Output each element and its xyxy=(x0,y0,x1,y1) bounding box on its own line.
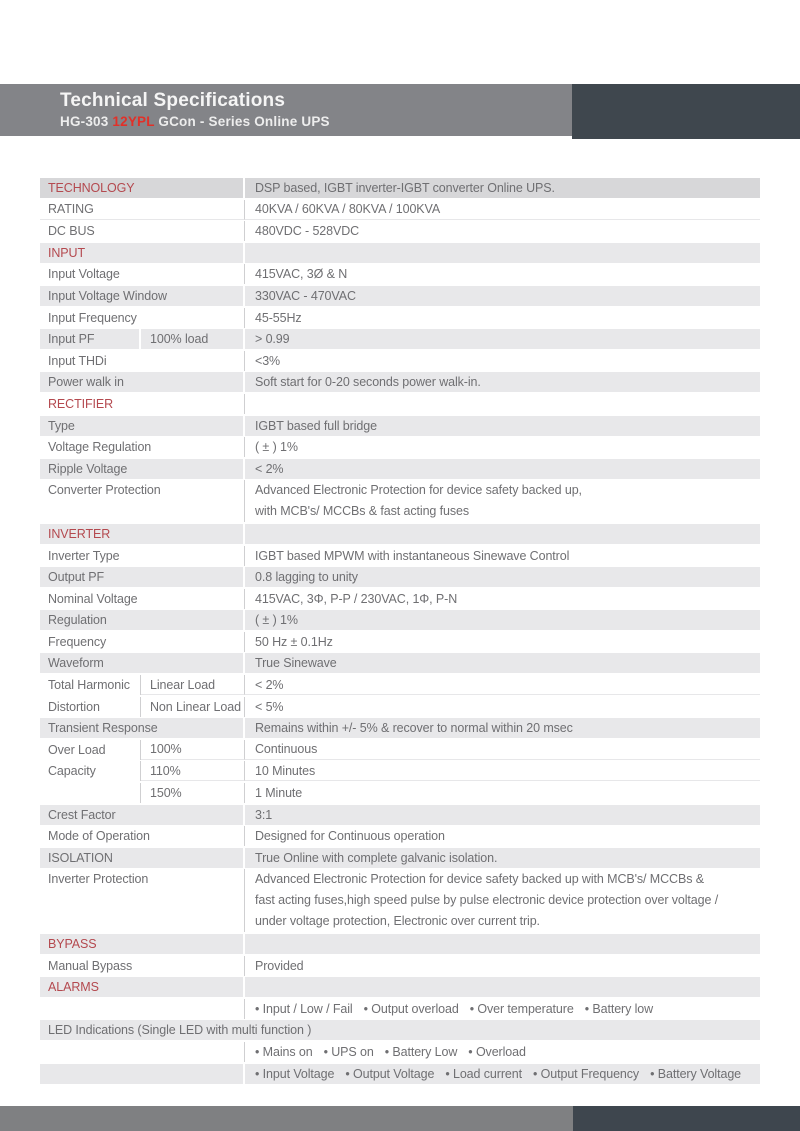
spec-value-cell: 10 Minutes xyxy=(245,761,760,781)
spec-value-cell: < 5% xyxy=(255,699,284,714)
spec-value-cell: 1 Minute xyxy=(255,786,303,801)
spec-row xyxy=(40,761,760,781)
spec-value-cell: 0.8 lagging to unity xyxy=(255,570,358,585)
spec-row xyxy=(40,329,760,349)
spec-value-cell: Continuous xyxy=(245,740,760,760)
spec-value-cell: ( ± ) 1% xyxy=(255,613,298,628)
spec-value-cell xyxy=(245,394,760,414)
bullet-item: • Input / Low / Fail xyxy=(255,1002,353,1016)
spec-value-cell: > 0.99 xyxy=(255,332,290,347)
spec-value-cell xyxy=(245,977,760,997)
spec-row xyxy=(40,372,760,392)
spec-value-cell: 40KVA / 60KVA / 80KVA / 100KVA xyxy=(245,200,760,220)
spec-value-cell: ( ± ) 1% xyxy=(255,440,298,455)
spec-label-cell: Nominal Voltage xyxy=(40,589,245,609)
spec-label-cell xyxy=(40,999,245,1019)
section-row xyxy=(40,178,760,198)
spec-value-cell: 330VAC - 470VAC xyxy=(255,288,356,303)
spec-row xyxy=(40,632,760,652)
spec-row xyxy=(40,286,760,306)
spec-subkey-cell: 150% xyxy=(141,783,245,803)
spec-label-cell: Mode of Operation xyxy=(40,826,245,846)
spec-row xyxy=(40,653,760,673)
spec-row xyxy=(40,546,760,566)
spec-row xyxy=(40,675,760,695)
spec-label-cell: Input PF xyxy=(40,329,141,349)
section-row xyxy=(40,394,760,414)
spec-value-cell: Provided xyxy=(255,958,304,973)
spec-value-cell xyxy=(245,934,760,954)
spec-row xyxy=(40,697,760,717)
spec-value-cell: Designed for Continuous operation xyxy=(255,829,445,844)
spec-table xyxy=(40,178,760,1085)
full-row-label: LED Indications (Single LED with multi function ) xyxy=(48,1023,312,1038)
spec-label-cell: TECHNOLOGY xyxy=(40,178,245,198)
spec-label-cell xyxy=(40,783,141,803)
spec-row xyxy=(40,956,760,976)
spec-value-cell: Remains within +/- 5% & recover to normal within 20 msec xyxy=(255,721,573,736)
spec-row xyxy=(40,351,760,371)
spec-value-cell: True Online with complete galvanic isolation. xyxy=(255,850,498,865)
spec-value-cell xyxy=(245,1042,760,1062)
value-line: Advanced Electronic Protection for device safety backed up with MCB's/ MCCBs & xyxy=(255,872,704,887)
spec-value-cell: 415VAC, 3Φ, P-P / 230VAC, 1Φ, P-N xyxy=(255,591,458,606)
spec-label-cell xyxy=(40,1042,245,1062)
spec-row xyxy=(40,308,760,328)
spec-label-cell: Distortion xyxy=(40,697,141,717)
model-suffix: GCon - Series Online UPS xyxy=(154,114,330,129)
spec-label-cell: Waveform xyxy=(40,653,245,673)
bullet-item: • Overload xyxy=(468,1045,526,1059)
spec-row xyxy=(40,740,760,760)
bullet-item: • Input Voltage xyxy=(255,1067,334,1081)
bullet-item: • Output Voltage xyxy=(345,1067,434,1081)
spec-label-cell: Input Voltage xyxy=(40,264,245,284)
model-prefix: HG-303 xyxy=(60,114,113,129)
spec-row xyxy=(40,459,760,479)
spec-value-cell: 3:1 xyxy=(255,807,273,822)
spec-value-cell xyxy=(245,869,760,932)
spec-row xyxy=(40,783,760,803)
spec-value-cell: < 2% xyxy=(255,461,284,476)
spec-row xyxy=(40,610,760,630)
spec-label-cell: Voltage Regulation xyxy=(40,437,245,457)
spec-row xyxy=(40,869,760,932)
spec-row xyxy=(40,437,760,457)
spec-subkey-cell: Linear Load xyxy=(141,675,245,695)
spec-label-cell xyxy=(40,1064,245,1084)
spec-value-cell xyxy=(245,1064,760,1084)
spec-label-cell: RECTIFIER xyxy=(40,394,245,414)
spec-row xyxy=(40,221,760,241)
value-line: fast acting fuses,high speed pulse by pulse electronic device protection over voltage / xyxy=(255,893,719,908)
section-row xyxy=(40,977,760,997)
spec-row xyxy=(40,589,760,609)
spec-row xyxy=(40,416,760,436)
spec-label-cell: INVERTER xyxy=(40,524,245,544)
bullet-item: • Battery low xyxy=(585,1002,653,1016)
spec-label-cell: Input THDi xyxy=(40,351,245,371)
section-row xyxy=(40,934,760,954)
spec-label-cell: RATING xyxy=(40,200,245,220)
bullet-item: • Output overload xyxy=(364,1002,459,1016)
spec-value-cell xyxy=(245,524,760,544)
spec-row xyxy=(40,264,760,284)
spec-value-cell: 50 Hz ± 0.1Hz xyxy=(255,634,333,649)
spec-label-cell: ISOLATION xyxy=(40,848,245,868)
spec-value-cell: True Sinewave xyxy=(255,656,337,671)
spec-label-cell: Converter Protection xyxy=(40,480,245,522)
spec-value-cell: Soft start for 0-20 seconds power walk-in. xyxy=(255,375,481,390)
spec-row xyxy=(40,480,760,522)
bullet-item: • UPS on xyxy=(324,1045,374,1059)
spec-row xyxy=(40,1042,760,1062)
spec-row xyxy=(40,805,760,825)
spec-row xyxy=(40,848,760,868)
spec-label-cell: DC BUS xyxy=(40,221,245,241)
spec-subkey-cell: 110% xyxy=(141,761,245,781)
section-row xyxy=(40,243,760,263)
bullet-item: • Mains on xyxy=(255,1045,313,1059)
value-line: Advanced Electronic Protection for device safety backed up, xyxy=(255,483,582,498)
spec-value-cell xyxy=(245,999,760,1019)
spec-label-cell: Over Load xyxy=(40,740,141,760)
footer-accent-block xyxy=(573,1106,800,1131)
spec-value-cell: 45-55Hz xyxy=(255,310,302,325)
spec-value-cell: 480VDC - 528VDC xyxy=(255,224,360,239)
spec-value-cell: 415VAC, 3Ø & N xyxy=(255,267,348,282)
spec-label-cell: Total Harmonic xyxy=(40,675,141,695)
bullet-item: • Output Frequency xyxy=(533,1067,639,1081)
spec-value-cell: IGBT based MPWM with instantaneous Sinewave Control xyxy=(255,548,570,563)
spec-value-cell xyxy=(245,480,760,522)
spec-value-cell: <3% xyxy=(255,353,281,368)
spec-label-cell: Power walk in xyxy=(40,372,245,392)
spec-subkey-cell: Non Linear Load xyxy=(141,697,245,717)
spec-subkey-cell: 100% xyxy=(141,740,245,760)
spec-row xyxy=(40,1020,760,1040)
bullet-item: • Load current xyxy=(445,1067,522,1081)
spec-label-cell: Crest Factor xyxy=(40,805,245,825)
spec-row xyxy=(40,200,760,220)
spec-label-cell: Regulation xyxy=(40,610,245,630)
spec-label-cell: Input Voltage Window xyxy=(40,286,245,306)
spec-row xyxy=(40,718,760,738)
model-subtitle xyxy=(60,114,572,129)
spec-subkey-cell: 100% load xyxy=(141,329,245,349)
model-highlight: 12YPL xyxy=(112,114,155,129)
spec-value-cell: < 2% xyxy=(245,675,760,695)
spec-value-cell: IGBT based full bridge xyxy=(255,418,377,433)
spec-row xyxy=(40,567,760,587)
spec-label-cell: Frequency xyxy=(40,632,245,652)
spec-label-cell: Inverter Type xyxy=(40,546,245,566)
value-line: with MCB's/ MCCBs & fast acting fuses xyxy=(255,504,470,519)
spec-row xyxy=(40,999,760,1019)
spec-label-cell: Capacity xyxy=(40,761,141,781)
header-accent-block xyxy=(572,84,800,139)
spec-label-cell: ALARMS xyxy=(40,977,245,997)
bullet-item: • Battery Low xyxy=(385,1045,458,1059)
spec-value-cell: DSP based, IGBT inverter-IGBT converter Online UPS. xyxy=(255,181,555,195)
spec-label-cell: Output PF xyxy=(40,567,245,587)
spec-value-cell xyxy=(245,243,760,263)
spec-label-cell: Ripple Voltage xyxy=(40,459,245,479)
header-band xyxy=(0,84,572,136)
spec-label-cell: Inverter Protection xyxy=(40,869,245,932)
spec-label-cell: Transient Response xyxy=(40,718,245,738)
bullet-item: • Over temperature xyxy=(470,1002,574,1016)
spec-row xyxy=(40,1064,760,1084)
spec-row xyxy=(40,826,760,846)
spec-label-cell: INPUT xyxy=(40,243,245,263)
value-line: under voltage protection, Electronic over current trip. xyxy=(255,914,540,929)
section-row xyxy=(40,524,760,544)
spec-label-cell: Manual Bypass xyxy=(40,956,245,976)
spec-label-cell: BYPASS xyxy=(40,934,245,954)
page-title: Technical Specifications xyxy=(60,90,286,111)
spec-label-cell: Type xyxy=(40,416,245,436)
footer-band xyxy=(0,1106,573,1131)
bullet-item: • Battery Voltage xyxy=(650,1067,741,1081)
spec-label-cell: Input Frequency xyxy=(40,308,245,328)
